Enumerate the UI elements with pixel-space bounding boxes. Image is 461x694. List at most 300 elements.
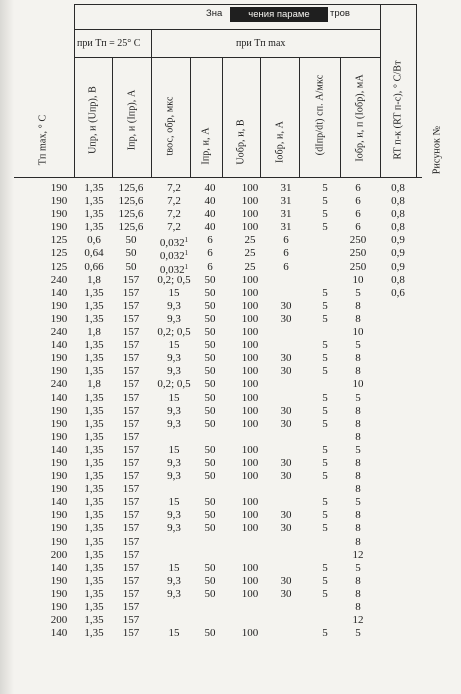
data-table-body <box>0 182 461 640</box>
cell-upr: 1,35 <box>84 601 104 613</box>
table-row <box>0 549 461 562</box>
cell-iobr: 30 <box>280 574 292 587</box>
cell-ipr: 50 <box>204 574 216 587</box>
cell-iobr-p: 8 <box>355 365 361 378</box>
cell-tvos: 0,2; 0,5 <box>157 378 191 391</box>
cell-upr: 1,35 <box>84 182 104 194</box>
table-row <box>0 352 461 365</box>
cell-rt: 0,9 <box>391 260 405 273</box>
cell-ipr-i: 157 <box>122 273 140 286</box>
cell-uobr: 100 <box>241 627 259 640</box>
cell-iobr-p: 250 <box>349 247 367 260</box>
band-title: чения параме <box>230 7 328 22</box>
cell-iobr: 30 <box>280 417 292 430</box>
cell-didt: 5 <box>322 561 328 574</box>
cell-didt: 5 <box>322 391 328 404</box>
cell-iobr: 30 <box>280 299 292 312</box>
cell-iobr-p: 8 <box>355 430 361 443</box>
cell-upr: 1,35 <box>84 574 104 587</box>
table-row <box>0 208 461 221</box>
cell-uobr: 100 <box>241 496 259 509</box>
cell-uobr: 100 <box>241 443 259 456</box>
cell-ipr-i: 157 <box>122 391 140 404</box>
cell-tvos: 0,032$^1$ <box>159 236 189 250</box>
cell-upr: 0,6 <box>87 234 101 247</box>
cell-tmax: 190 <box>50 312 68 325</box>
cell-upr: 1,35 <box>84 299 104 312</box>
cell-tmax: 200 <box>50 548 68 561</box>
cell-upr: 1,35 <box>84 417 104 430</box>
cell-tmax: 190 <box>50 483 68 496</box>
cell-didt: 5 <box>322 208 328 221</box>
cell-ipr-i: 157 <box>122 627 140 640</box>
cell-ipr-i: 157 <box>122 601 140 613</box>
cell-didt: 5 <box>322 352 328 365</box>
header-bottom-border <box>14 177 422 178</box>
cell-uobr: 100 <box>241 587 259 600</box>
cell-tmax: 190 <box>50 574 68 587</box>
cell-rt: 0,9 <box>391 234 405 247</box>
cell-tvos: 9,3 <box>167 456 181 469</box>
cell-ipr-i: 125,6 <box>118 208 144 221</box>
cell-tvos: 9,3 <box>167 312 181 325</box>
cell-upr: 1,35 <box>84 312 104 325</box>
cell-didt: 5 <box>322 339 328 352</box>
cell-didt: 5 <box>322 496 328 509</box>
cell-tmax: 190 <box>50 182 68 194</box>
table-row <box>0 221 461 234</box>
cell-uobr: 100 <box>241 312 259 325</box>
cell-iobr: 31 <box>280 208 292 221</box>
table-row <box>0 234 461 250</box>
cell-uobr: 100 <box>241 299 259 312</box>
cell-upr: 1,8 <box>87 326 101 339</box>
cell-iobr: 30 <box>280 470 292 483</box>
cell-ipr: 50 <box>204 299 216 312</box>
cell-tmax: 140 <box>50 627 68 640</box>
cell-iobr-p: 6 <box>355 182 361 194</box>
cell-tvos: 9,3 <box>167 365 181 378</box>
cell-uobr: 100 <box>241 221 259 234</box>
table-row <box>0 405 461 418</box>
cell-tmax: 190 <box>50 404 68 417</box>
cell-tmax: 140 <box>50 286 68 299</box>
cell-ipr-i: 157 <box>122 535 140 548</box>
cell-didt: 5 <box>322 574 328 587</box>
cell-tvos: 9,3 <box>167 417 181 430</box>
table-row <box>0 274 461 287</box>
cell-iobr: 6 <box>283 234 289 247</box>
cell-didt: 5 <box>322 182 328 194</box>
table-row <box>0 378 461 391</box>
cell-upr: 1,35 <box>84 391 104 404</box>
cell-ipr: 50 <box>204 470 216 483</box>
cell-iobr-p: 8 <box>355 587 361 600</box>
cell-uobr: 100 <box>241 339 259 352</box>
cell-iobr-p: 8 <box>355 352 361 365</box>
cell-tvos: 9,3 <box>167 587 181 600</box>
cell-tvos: 0,2; 0,5 <box>157 326 191 339</box>
header-col-tmax: Tп max, ° C <box>37 114 49 166</box>
cell-iobr: 31 <box>280 195 292 208</box>
table-row <box>0 536 461 549</box>
table-row <box>0 313 461 326</box>
cell-upr: 1,35 <box>84 470 104 483</box>
table-row <box>0 575 461 588</box>
header-col-didt: (dIпр/dt) сп. А/мкс <box>314 74 326 156</box>
cell-iobr-p: 10 <box>352 326 364 339</box>
cell-iobr: 30 <box>280 365 292 378</box>
cell-iobr-p: 12 <box>352 614 364 627</box>
cell-ipr: 50 <box>204 273 216 286</box>
cell-tvos: 15 <box>168 286 180 299</box>
col-sep-2 <box>151 29 152 178</box>
cell-tmax: 190 <box>50 601 68 613</box>
cell-didt: 5 <box>322 221 328 234</box>
cell-upr: 1,35 <box>84 365 104 378</box>
cell-ipr-i: 50 <box>125 234 137 247</box>
col-sep-7 <box>340 57 341 178</box>
cell-tmax: 190 <box>50 417 68 430</box>
cell-tmax: 125 <box>50 234 68 247</box>
cell-didt: 5 <box>322 365 328 378</box>
cell-iobr-p: 6 <box>355 221 361 234</box>
cell-tmax: 140 <box>50 561 68 574</box>
cell-rt: 0,8 <box>391 208 405 221</box>
cell-tmax: 190 <box>50 299 68 312</box>
col-sep-4 <box>222 57 223 178</box>
col-sep-5 <box>260 57 261 178</box>
band-title-tail: тров <box>330 8 350 19</box>
cell-uobr: 100 <box>241 470 259 483</box>
cell-iobr: 31 <box>280 221 292 234</box>
cell-ipr-i: 157 <box>122 417 140 430</box>
cell-iobr-p: 12 <box>352 548 364 561</box>
cell-uobr: 100 <box>241 352 259 365</box>
table-row <box>0 247 461 263</box>
cell-upr: 1,35 <box>84 587 104 600</box>
cell-upr: 1,35 <box>84 548 104 561</box>
cell-uobr: 100 <box>241 509 259 522</box>
table-row <box>0 614 461 627</box>
table-row <box>0 496 461 509</box>
cell-tvos: 0,032$^1$ <box>159 262 189 276</box>
cell-ipr: 50 <box>204 286 216 299</box>
cell-iobr-p: 8 <box>355 535 361 548</box>
cell-tmax: 190 <box>50 587 68 600</box>
table-row <box>0 522 461 535</box>
cell-ipr: 40 <box>204 208 216 221</box>
cell-iobr-p: 8 <box>355 456 361 469</box>
cell-ipr-i: 157 <box>122 574 140 587</box>
cell-iobr-p: 8 <box>355 601 361 613</box>
cell-ipr: 50 <box>204 404 216 417</box>
col-sep-8 <box>380 4 381 178</box>
table-row <box>0 287 461 300</box>
cell-ipr: 50 <box>204 443 216 456</box>
cell-uobr: 25 <box>244 234 256 247</box>
cell-iobr-p: 5 <box>355 561 361 574</box>
table-row <box>0 601 461 614</box>
cell-upr: 1,35 <box>84 496 104 509</box>
cell-rt: 0,8 <box>391 195 405 208</box>
cell-tvos: 15 <box>168 443 180 456</box>
cell-uobr: 100 <box>241 417 259 430</box>
cell-iobr-p: 5 <box>355 286 361 299</box>
cell-upr: 1,35 <box>84 352 104 365</box>
cell-ipr: 40 <box>204 182 216 194</box>
cell-upr: 1,35 <box>84 456 104 469</box>
header-at-tmax: при Tп max <box>236 38 286 49</box>
cell-iobr-p: 8 <box>355 574 361 587</box>
cell-tmax: 190 <box>50 221 68 234</box>
cell-iobr: 6 <box>283 260 289 273</box>
cell-iobr: 30 <box>280 522 292 535</box>
cell-didt: 5 <box>322 286 328 299</box>
cell-upr: 1,35 <box>84 627 104 640</box>
cell-ipr-i: 157 <box>122 496 140 509</box>
cell-iobr-p: 5 <box>355 391 361 404</box>
cell-didt: 5 <box>322 587 328 600</box>
cell-rt: 0,8 <box>391 182 405 194</box>
cell-tvos: 9,3 <box>167 352 181 365</box>
cell-ipr-i: 157 <box>122 352 140 365</box>
table-row <box>0 588 461 601</box>
cell-didt: 5 <box>322 312 328 325</box>
cell-ipr: 6 <box>207 247 213 260</box>
cell-ipr-i: 125,6 <box>118 221 144 234</box>
cell-tmax: 190 <box>50 352 68 365</box>
cell-tmax: 125 <box>50 247 68 260</box>
cell-ipr: 50 <box>204 417 216 430</box>
cell-uobr: 100 <box>241 195 259 208</box>
cell-upr: 1,35 <box>84 221 104 234</box>
cell-didt: 5 <box>322 627 328 640</box>
cell-tmax: 200 <box>50 614 68 627</box>
cell-upr: 1,8 <box>87 378 101 391</box>
cell-iobr-p: 5 <box>355 443 361 456</box>
table-row <box>0 509 461 522</box>
header-top-border <box>74 4 416 5</box>
cell-uobr: 25 <box>244 247 256 260</box>
cell-uobr: 100 <box>241 365 259 378</box>
cell-ipr: 50 <box>204 352 216 365</box>
header-col-upr: Uпр, и (Uпр), В <box>87 86 99 154</box>
cell-iobr-p: 10 <box>352 378 364 391</box>
cell-iobr-p: 250 <box>349 260 367 273</box>
cell-upr: 1,8 <box>87 273 101 286</box>
cell-ipr-i: 50 <box>125 247 137 260</box>
cell-upr: 1,35 <box>84 522 104 535</box>
cell-ipr: 50 <box>204 365 216 378</box>
table-row <box>0 627 461 640</box>
cell-tmax: 140 <box>50 496 68 509</box>
cell-didt: 5 <box>322 404 328 417</box>
cell-ipr-i: 157 <box>122 365 140 378</box>
cell-tmax: 140 <box>50 339 68 352</box>
table-row <box>0 300 461 313</box>
cell-upr: 1,35 <box>84 286 104 299</box>
cell-uobr: 100 <box>241 456 259 469</box>
cell-didt: 5 <box>322 195 328 208</box>
cell-didt: 5 <box>322 417 328 430</box>
cell-tmax: 140 <box>50 391 68 404</box>
cell-tmax: 190 <box>50 208 68 221</box>
cell-iobr-p: 5 <box>355 496 361 509</box>
cell-upr: 1,35 <box>84 509 104 522</box>
header-col-ipr: Iпр, и, А <box>200 127 212 165</box>
cell-ipr: 50 <box>204 391 216 404</box>
cell-uobr: 100 <box>241 391 259 404</box>
cell-ipr-i: 157 <box>122 456 140 469</box>
table-row <box>0 392 461 405</box>
cell-ipr: 50 <box>204 627 216 640</box>
cell-upr: 1,35 <box>84 483 104 496</box>
cell-rt: 0,6 <box>391 286 405 299</box>
cell-iobr: 30 <box>280 509 292 522</box>
cell-ipr: 50 <box>204 587 216 600</box>
col-sep-0 <box>74 4 75 178</box>
cell-ipr: 50 <box>204 456 216 469</box>
cell-tmax: 190 <box>50 509 68 522</box>
cell-tmax: 190 <box>50 365 68 378</box>
cell-uobr: 100 <box>241 208 259 221</box>
cell-iobr-p: 8 <box>355 509 361 522</box>
table-row <box>0 562 461 575</box>
cell-ipr-i: 157 <box>122 378 140 391</box>
cell-rt: 0,8 <box>391 221 405 234</box>
cell-ipr-i: 125,6 <box>118 182 144 194</box>
header-col-uobr: Uобр, и, В <box>235 119 247 165</box>
cell-tvos: 15 <box>168 561 180 574</box>
header-col-tvos: tвос, обр, мкс <box>164 96 176 156</box>
cell-didt: 5 <box>322 443 328 456</box>
cell-ipr: 50 <box>204 496 216 509</box>
cell-uobr: 100 <box>241 574 259 587</box>
cell-tvos: 7,2 <box>167 195 181 208</box>
cell-tvos: 9,3 <box>167 470 181 483</box>
cell-ipr: 50 <box>204 561 216 574</box>
cell-iobr: 30 <box>280 312 292 325</box>
cell-tmax: 240 <box>50 378 68 391</box>
cell-iobr: 30 <box>280 404 292 417</box>
cell-tvos: 15 <box>168 496 180 509</box>
cell-ipr-i: 157 <box>122 286 140 299</box>
table-row <box>0 431 461 444</box>
header-subgroup-divider <box>74 57 380 58</box>
cell-ipr-i: 157 <box>122 443 140 456</box>
cell-uobr: 25 <box>244 260 256 273</box>
cell-upr: 1,35 <box>84 195 104 208</box>
cell-ipr: 6 <box>207 234 213 247</box>
cell-iobr: 30 <box>280 456 292 469</box>
cell-tvos: 9,3 <box>167 299 181 312</box>
cell-iobr-p: 10 <box>352 273 364 286</box>
header-col-fig: Рисунок № <box>431 125 443 175</box>
header-col-ipr-i: Iпр, и (Iпр), А <box>126 89 138 151</box>
cell-tvos: 15 <box>168 339 180 352</box>
cell-ipr-i: 157 <box>122 430 140 443</box>
header-at-25: при Tп = 25° C <box>77 38 141 49</box>
cell-ipr: 40 <box>204 195 216 208</box>
cell-iobr-p: 5 <box>355 339 361 352</box>
cell-rt: 0,8 <box>391 273 405 286</box>
cell-tvos: 9,3 <box>167 574 181 587</box>
cell-ipr: 50 <box>204 509 216 522</box>
cell-tvos: 7,2 <box>167 221 181 234</box>
cell-tvos: 0,032$^1$ <box>159 249 189 263</box>
cell-didt: 5 <box>322 299 328 312</box>
cell-tmax: 240 <box>50 326 68 339</box>
table-row <box>0 326 461 339</box>
cell-ipr-i: 157 <box>122 614 140 627</box>
table-row <box>0 365 461 378</box>
cell-upr: 1,35 <box>84 614 104 627</box>
cell-upr: 1,35 <box>84 404 104 417</box>
cell-uobr: 100 <box>241 286 259 299</box>
cell-ipr-i: 125,6 <box>118 195 144 208</box>
cell-tmax: 190 <box>50 535 68 548</box>
cell-upr: 0,66 <box>84 260 104 273</box>
cell-uobr: 100 <box>241 182 259 194</box>
cell-tmax: 190 <box>50 522 68 535</box>
cell-uobr: 100 <box>241 522 259 535</box>
cell-ipr: 50 <box>204 339 216 352</box>
cell-ipr-i: 157 <box>122 587 140 600</box>
table-row <box>0 444 461 457</box>
table-row <box>0 339 461 352</box>
cell-tmax: 125 <box>50 260 68 273</box>
cell-tmax: 190 <box>50 430 68 443</box>
cell-tmax: 190 <box>50 470 68 483</box>
cell-iobr-p: 8 <box>355 404 361 417</box>
cell-ipr-i: 157 <box>122 326 140 339</box>
cell-ipr-i: 157 <box>122 299 140 312</box>
table-row <box>0 470 461 483</box>
cell-tvos: 7,2 <box>167 208 181 221</box>
cell-didt: 5 <box>322 470 328 483</box>
cell-ipr-i: 157 <box>122 339 140 352</box>
cell-tvos: 9,3 <box>167 522 181 535</box>
cell-uobr: 100 <box>241 561 259 574</box>
cell-tvos: 15 <box>168 391 180 404</box>
cell-didt: 5 <box>322 456 328 469</box>
cell-iobr: 30 <box>280 352 292 365</box>
cell-ipr: 50 <box>204 326 216 339</box>
table-row <box>0 261 461 274</box>
cell-iobr-p: 8 <box>355 299 361 312</box>
col-sep-3 <box>190 57 191 178</box>
table-row <box>0 182 461 195</box>
table-row <box>0 483 461 496</box>
cell-ipr-i: 157 <box>122 548 140 561</box>
col-sep-1 <box>112 57 113 178</box>
cell-iobr-p: 250 <box>349 234 367 247</box>
band-title-head: Зна <box>206 8 223 19</box>
cell-ipr: 50 <box>204 378 216 391</box>
cell-tmax: 240 <box>50 273 68 286</box>
cell-tvos: 15 <box>168 627 180 640</box>
col-sep-6 <box>299 57 300 178</box>
col-sep-9 <box>416 4 417 178</box>
cell-ipr: 6 <box>207 260 213 273</box>
cell-upr: 0,64 <box>84 247 104 260</box>
cell-didt: 5 <box>322 522 328 535</box>
cell-upr: 1,35 <box>84 208 104 221</box>
cell-ipr-i: 157 <box>122 470 140 483</box>
cell-uobr: 100 <box>241 404 259 417</box>
cell-upr: 1,35 <box>84 561 104 574</box>
